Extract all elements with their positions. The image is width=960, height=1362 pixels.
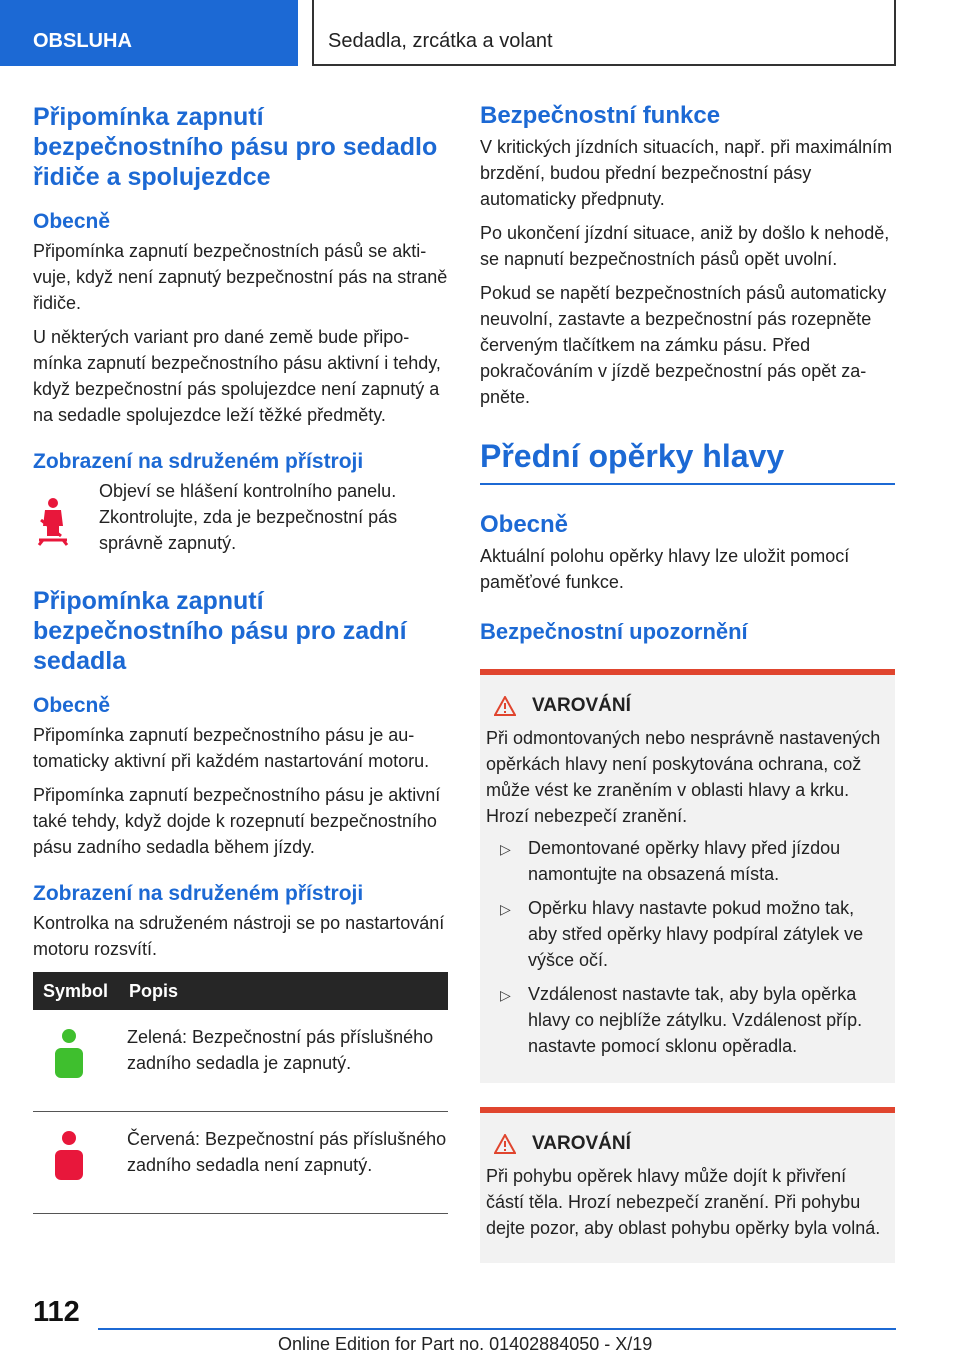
warning-title bbox=[486, 695, 887, 717]
table-header-symbol: Symbol bbox=[33, 972, 125, 1010]
paragraph: Po ukončení jízdní situace, aniž by došlo k nehodě, se napnutí bezpečnostních pásů opět uvolní. bbox=[480, 223, 890, 269]
edition-label: Online Edition for Part no. 01402884050 - X/19 bbox=[278, 1334, 653, 1354]
right-column bbox=[480, 102, 895, 1263]
heading-cluster-display: Zobrazení na sdruženém přístroji bbox=[33, 450, 364, 473]
warning-text: Při odmontovaných nebo nesprávně nastavených opěrkách hlavy není poskytována ochrana, což může vést ke zraněním v oblasti hlavy a krku. Hrozí nebezpečí zranění. bbox=[486, 728, 881, 826]
triangle-bullet-icon: ▷ bbox=[500, 987, 511, 1003]
heading-safety-functions: Bezpečnostní funkce bbox=[480, 102, 721, 129]
paragraph: Aktuální polohu opěrky hlavy lze uložit pomocí paměťové funkce. bbox=[480, 546, 850, 592]
heading-rear-belt-reminder: Připomínka zapnutí bezpečnostního pásu pro zadní sedadla bbox=[33, 587, 407, 675]
red-seat-icon bbox=[33, 1112, 125, 1214]
symbol-table bbox=[33, 972, 448, 1214]
table-header-description: Popis bbox=[125, 972, 448, 1010]
section-label: OBSLUHA bbox=[0, 0, 298, 66]
heading-safety-notes: Bezpečnostní upozornění bbox=[480, 619, 748, 644]
paragraph: Připomínka zapnutí bezpečnostního pásu je automaticky aktivní při každém nastartování motoru. bbox=[33, 725, 430, 771]
belt-warning-row bbox=[33, 478, 448, 564]
warning-triangle-icon bbox=[494, 696, 516, 716]
seatbelt-warning-icon bbox=[33, 478, 99, 564]
paragraph: Pokud se napětí bezpečnostních pásů automaticky neuvolní, zastavte a bezpečnostní pás rozepněte červeným tlačítkem na zámku pásu. Před pokračováním v jízdě bezpečnostní pás opět zapněte. bbox=[480, 283, 887, 407]
paragraph: Připomínka zapnutí bezpečnostního pásu je aktivní také tehdy, když dojde k rozepnutí bezpečnostního pásu zadního sedadla během jízdy. bbox=[33, 785, 441, 857]
list-item: ▷ Opěrku hlavy nastavte pokud možno tak, aby střed opěrky hlavy podpíral zátylek ve výšce očí. bbox=[486, 895, 887, 973]
chapter-label: Sedadla, zrcátka a volant bbox=[312, 0, 896, 66]
warning-text: Při pohybu opěrek hlavy může dojít k přivření částí těla. Hrozí nebezpečí zranění. Při pohybu dejte pozor, aby oblast pohybu opěrky byla volná. bbox=[486, 1166, 881, 1238]
left-column bbox=[33, 102, 448, 1214]
heading-general: Obecně bbox=[33, 694, 111, 717]
warning-box bbox=[480, 669, 895, 1083]
list-item: ▷ Demontované opěrky hlavy před jízdou namontujte na obsazená místa. bbox=[486, 835, 887, 887]
heading-general: Obecně bbox=[33, 210, 111, 233]
triangle-bullet-icon: ▷ bbox=[500, 901, 511, 917]
table-cell: Červená: Bezpečnostní pás příslušného zadního sedadla není zapnutý. bbox=[125, 1112, 448, 1214]
warning-title-text: VAROVÁNÍ bbox=[532, 1133, 631, 1154]
heading-front-headrests: Přední opěrky hlavy bbox=[480, 438, 895, 485]
heading-cluster-display: Zobrazení na sdruženém přístroji bbox=[33, 882, 364, 905]
paragraph: Kontrolka na sdruženém nástroji se po nastartování motoru rozsvítí. bbox=[33, 913, 445, 959]
warning-triangle-icon bbox=[494, 1134, 516, 1154]
warning-title-text: VAROVÁNÍ bbox=[532, 695, 631, 716]
heading-driver-belt-reminder: Připomínka zapnutí bezpečnostního pásu pro sedadlo řidiče a spolujezdce bbox=[33, 103, 438, 191]
icon-description: Objeví se hlášení kontrolního panelu. Zkontrolujte, zda je bezpečnostní pás správně zapnutý. bbox=[99, 481, 398, 553]
page-number: 112 bbox=[33, 1296, 80, 1328]
table-cell: Zelená: Bezpečnostní pás příslušného zadního sedadla je zapnutý. bbox=[125, 1010, 448, 1112]
paragraph: V kritických jízdních situacích, např. při maximálním brzdění, budou přední bezpečnostní pásy automaticky předpnuty. bbox=[480, 137, 893, 209]
warning-title bbox=[486, 1133, 887, 1155]
table-row bbox=[33, 1010, 448, 1112]
triangle-bullet-icon: ▷ bbox=[500, 841, 511, 857]
green-seat-icon bbox=[33, 1010, 125, 1112]
paragraph: U některých variant pro dané země bude připomínka zapnutí bezpečnostního pásu aktivní i tehdy, když bezpečnostní pás spolujezdce není zapnutý a na sedadle spolujezdce leží těžké předměty. bbox=[33, 327, 441, 425]
table-header-row bbox=[33, 972, 448, 1010]
warning-box bbox=[480, 1107, 895, 1263]
warning-list bbox=[486, 835, 887, 1059]
paragraph: Připomínka zapnutí bezpečnostních pásů se aktivuje, když není zapnutý bezpečnostní pás na straně řidiče. bbox=[33, 241, 448, 313]
table-row bbox=[33, 1112, 448, 1214]
list-item: ▷ Vzdálenost nastavte tak, aby byla opěrka hlavy co nejblíže zátylku. Vzdálenost příp. nastavte pomocí sklonu opěradla. bbox=[486, 981, 887, 1059]
heading-general: Obecně bbox=[480, 511, 569, 538]
footer-divider bbox=[98, 1328, 896, 1330]
page-header bbox=[0, 0, 960, 66]
